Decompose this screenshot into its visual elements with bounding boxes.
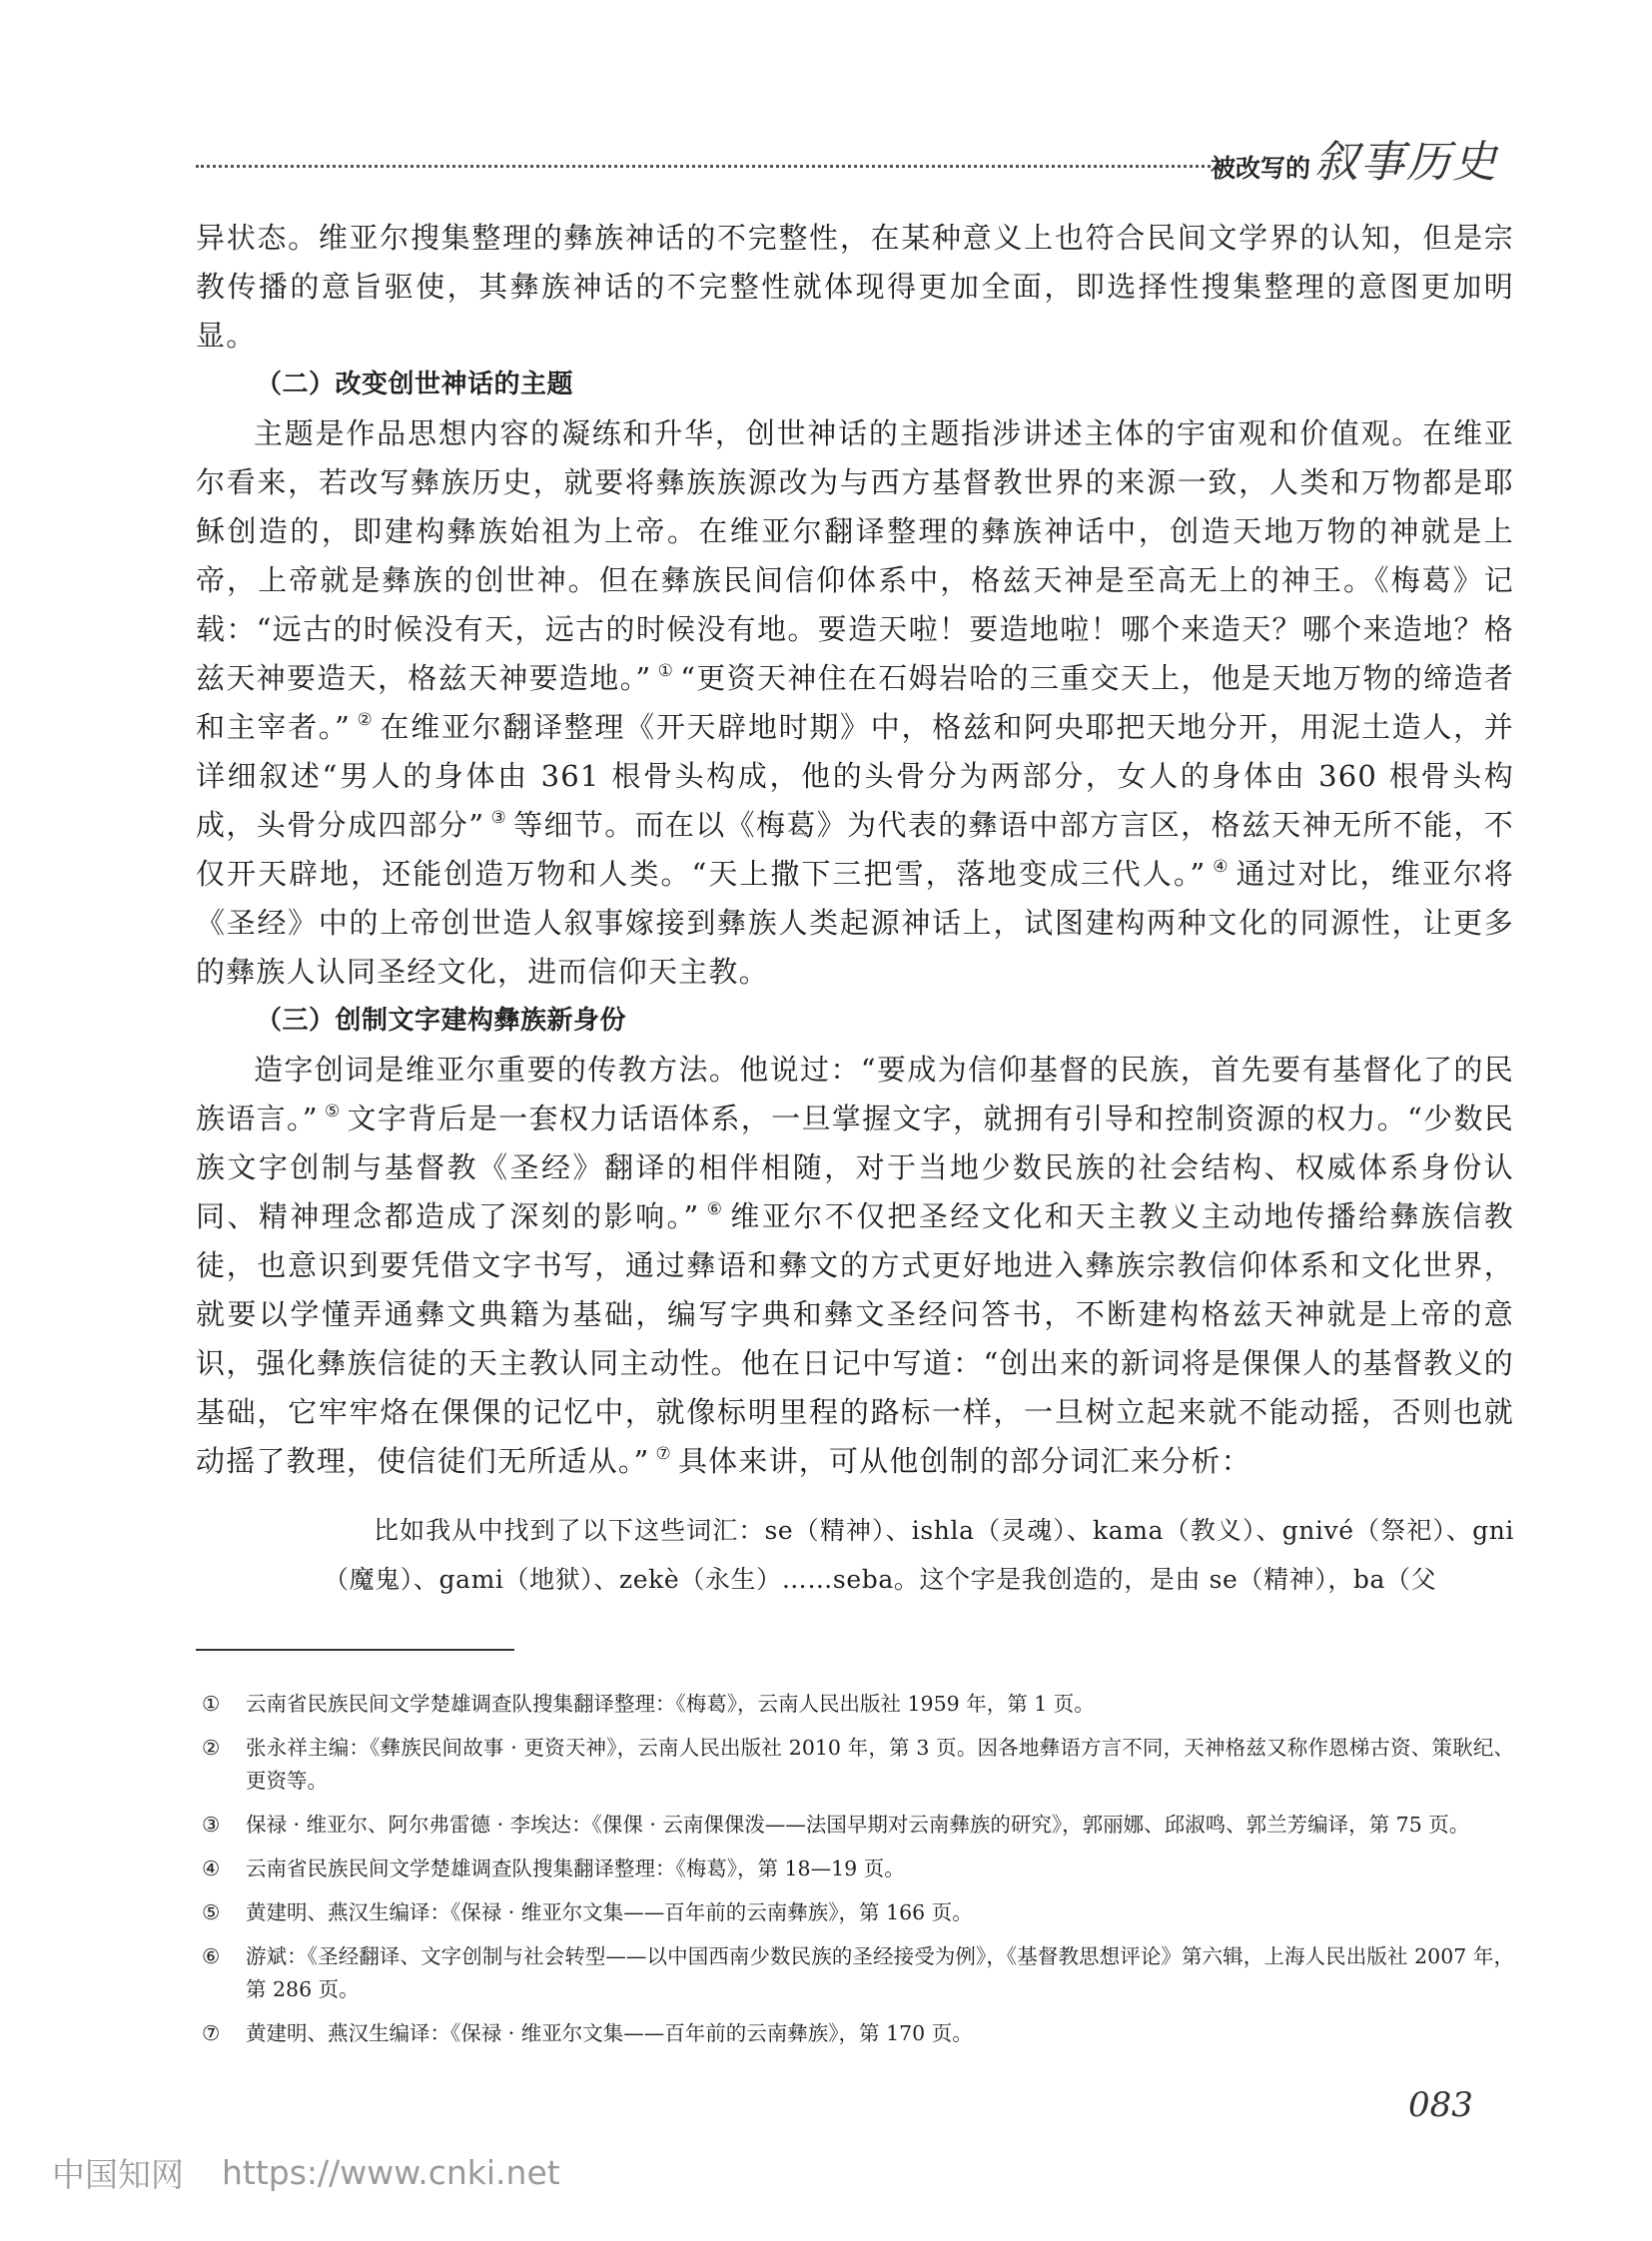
watermark-brand: 中国知网 [52, 2155, 184, 2194]
footnote-mark: ② [202, 1736, 221, 1760]
footnote-mark: ⑥ [202, 1944, 221, 1968]
footnote-rule [196, 1649, 514, 1651]
paragraph-2-part-e: 通过对比，维亚尔将《圣经》中的上帝创世造人叙事嫁接到彝族人类起源神话上，试图建构两种文化的同源性，让更多的彝族人认同圣经文化，进而信仰天主教。 [196, 857, 1514, 989]
footnote-mark: ④ [202, 1857, 221, 1880]
article-body [196, 214, 1514, 1486]
paragraph-2-part-b: “更资天神住在石姆岩哈的三重交天上，他是天地万物的缔造者和主宰者。” [196, 661, 1514, 744]
footnote-text: 张永祥主编：《彝族民间故事 · 更资天神》，云南人民出版社 2010 年，第 3 页。因各地彝语方言不同，天神格兹又称作恩梯古资、策耿纪、更资等。 [246, 1736, 1514, 1793]
footnote-item [196, 1732, 1514, 1798]
footnote-mark: ⑦ [202, 2021, 221, 2045]
paragraph-3-part-a: 造字创词是维亚尔重要的传教方法。他说过：“要成为信仰基督的民族，首先要有基督化了的民族语言。” [196, 1053, 1514, 1135]
footnote-item [196, 1853, 1514, 1885]
footnote-item [196, 1940, 1514, 2006]
paragraph-3-part-d: 具体来讲，可从他创制的部分词汇来分析： [677, 1444, 1251, 1478]
paragraph-2-part-d: 等细节。而在以《梅葛》为代表的彝语中部方言区，格兹天神无所不能，不仅开天辟地，还能创造万物和人类。“天上撒下三把雪，落地变成三代人。” [196, 808, 1515, 891]
footnote-ref-1[interactable]: ① [657, 661, 675, 681]
cnki-watermark [52, 2149, 560, 2196]
footnote-ref-7[interactable]: ⑦ [655, 1444, 672, 1464]
paragraph-1: 异状态。维亚尔搜集整理的彝族神话的不完整性，在某种意义上也符合民间文学界的认知，但是宗教传播的意旨驱使，其彝族神话的不完整性就体现得更加全面，即选择性搜集整理的意图更加明显。 [196, 221, 1514, 353]
page-number: 083 [1408, 2085, 1473, 2125]
footnote-item [196, 1688, 1514, 1721]
footnote-text: 云南省民族民间文学楚雄调查队搜集翻译整理：《梅葛》，第 18—19 页。 [246, 1857, 905, 1880]
block-quote-text: 比如我从中找到了以下这些词汇：se（精神）、ishla（灵魂）、kama（教义）、gnivé（祭祀）、gni（魔鬼）、gami（地狱）、zekè（永生）……seba。这个字是我创造的，是由 se（精神），ba（父 [324, 1516, 1514, 1594]
footnote-text: 云南省民族民间文学楚雄调查队搜集翻译整理：《梅葛》，云南人民出版社 1959 年，第 1 页。 [246, 1692, 1095, 1716]
paragraph-2-part-c: 在维亚尔翻译整理《开天辟地时期》中，格兹和阿央耶把天地分开，用泥土造人，并详细叙述“男人的身体由 361 根骨头构成，他的头骨分为两部分，女人的身体由 360 根骨头构成，头骨分成四部分” [196, 710, 1514, 842]
paragraph-3-part-b: 文字背后是一套权力话语体系，一旦掌握文字，就拥有引导和控制资源的权力。“少数民族文字创制与基督教《圣经》翻译的相伴相随，对于当地少数民族的社会结构、权威体系身份认同、精神理念都造成了深刻的影响。” [196, 1102, 1514, 1233]
footnote-item [196, 1809, 1514, 1842]
footnotes [196, 1688, 1514, 2061]
footnote-ref-5[interactable]: ⑤ [324, 1102, 342, 1121]
footnote-item [196, 1896, 1514, 1929]
header-prefix: 被改写的 [1211, 154, 1311, 183]
footnote-mark: ③ [202, 1813, 221, 1837]
footnote-item [196, 2017, 1514, 2050]
footnote-text: 黄建明、燕汉生编译：《保禄 · 维亚尔文集——百年前的云南彝族》，第 166 页。 [246, 1900, 973, 1924]
footnote-ref-4[interactable]: ④ [1212, 857, 1231, 877]
running-header [1211, 126, 1498, 186]
paragraph-2 [196, 409, 1514, 997]
paragraph-2-part-a: 主题是作品思想内容的凝练和升华，创世神话的主题指涉讲述主体的宇宙观和价值观。在维亚尔看来，若改写彝族历史，就要将彝族族源改为与西方基督教世界的来源一致，人类和万物都是耶稣创造的，即建构彝族始祖为上帝。在维亚尔翻译整理的彝族神话中，创造天地万物的神就是上帝，上帝就是彝族的创世神。但在彝族民间信仰体系中，格兹天神是至高无上的神王。《梅葛》记载：“远古的时候没有天，远古的时候没有地。要造天啦！要造地啦！哪个来造天？哪个来造地？格兹天神要造天，格兹天神要造地。” [196, 416, 1514, 695]
footnote-text: 游斌：《圣经翻译、文字创制与社会转型——以中国西南少数民族的圣经接受为例》，《基督教思想评论》第六辑，上海人民出版社 2007 年，第 286 页。 [246, 1944, 1514, 2001]
footnote-mark: ① [202, 1692, 221, 1716]
block-quote [196, 1506, 1514, 1604]
header-rule [196, 165, 1211, 168]
paragraph-3 [196, 1046, 1514, 1486]
section-heading-3: （三）创制文字建构彝族新身份 [256, 1006, 627, 1036]
footnote-mark: ⑤ [202, 1900, 221, 1924]
section-heading-2: （二）改变创世神话的主题 [256, 370, 574, 399]
header-title: 叙事历史 [1314, 137, 1499, 188]
paragraph-3-part-c: 维亚尔不仅把圣经文化和天主教义主动地传播给彝族信教徒，也意识到要凭借文字书写，通过彝语和彝文的方式更好地进入彝族宗教信仰体系和文化世界，就要以学懂弄通彝文典籍为基础，编写字典和彝文圣经问答书，不断建构格兹天神就是上帝的意识，强化彝族信徒的天主教认同主动性。他在日记中写道：“创出来的新词将是倮倮人的基督教义的基础，它牢牢烙在倮倮的记忆中，就像标明里程的路标一样，一旦树立起来就不能动摇，否则也就动摇了教理，使信徒们无所适从。” [196, 1199, 1514, 1478]
footnote-ref-6[interactable]: ⑥ [705, 1199, 725, 1219]
footnote-text: 黄建明、燕汉生编译：《保禄 · 维亚尔文集——百年前的云南彝族》，第 170 页。 [246, 2021, 973, 2045]
watermark-url[interactable]: https://www.cnki.net [222, 2153, 560, 2192]
footnote-ref-2[interactable]: ② [357, 710, 375, 730]
footnote-ref-3[interactable]: ③ [490, 808, 508, 828]
footnote-text: 保禄 · 维亚尔、阿尔弗雷德 · 李埃达：《倮倮 · 云南倮倮泼——法国早期对云南彝族的研究》，郭丽娜、邱淑鸣、郭兰芳编译，第 75 页。 [246, 1813, 1470, 1837]
